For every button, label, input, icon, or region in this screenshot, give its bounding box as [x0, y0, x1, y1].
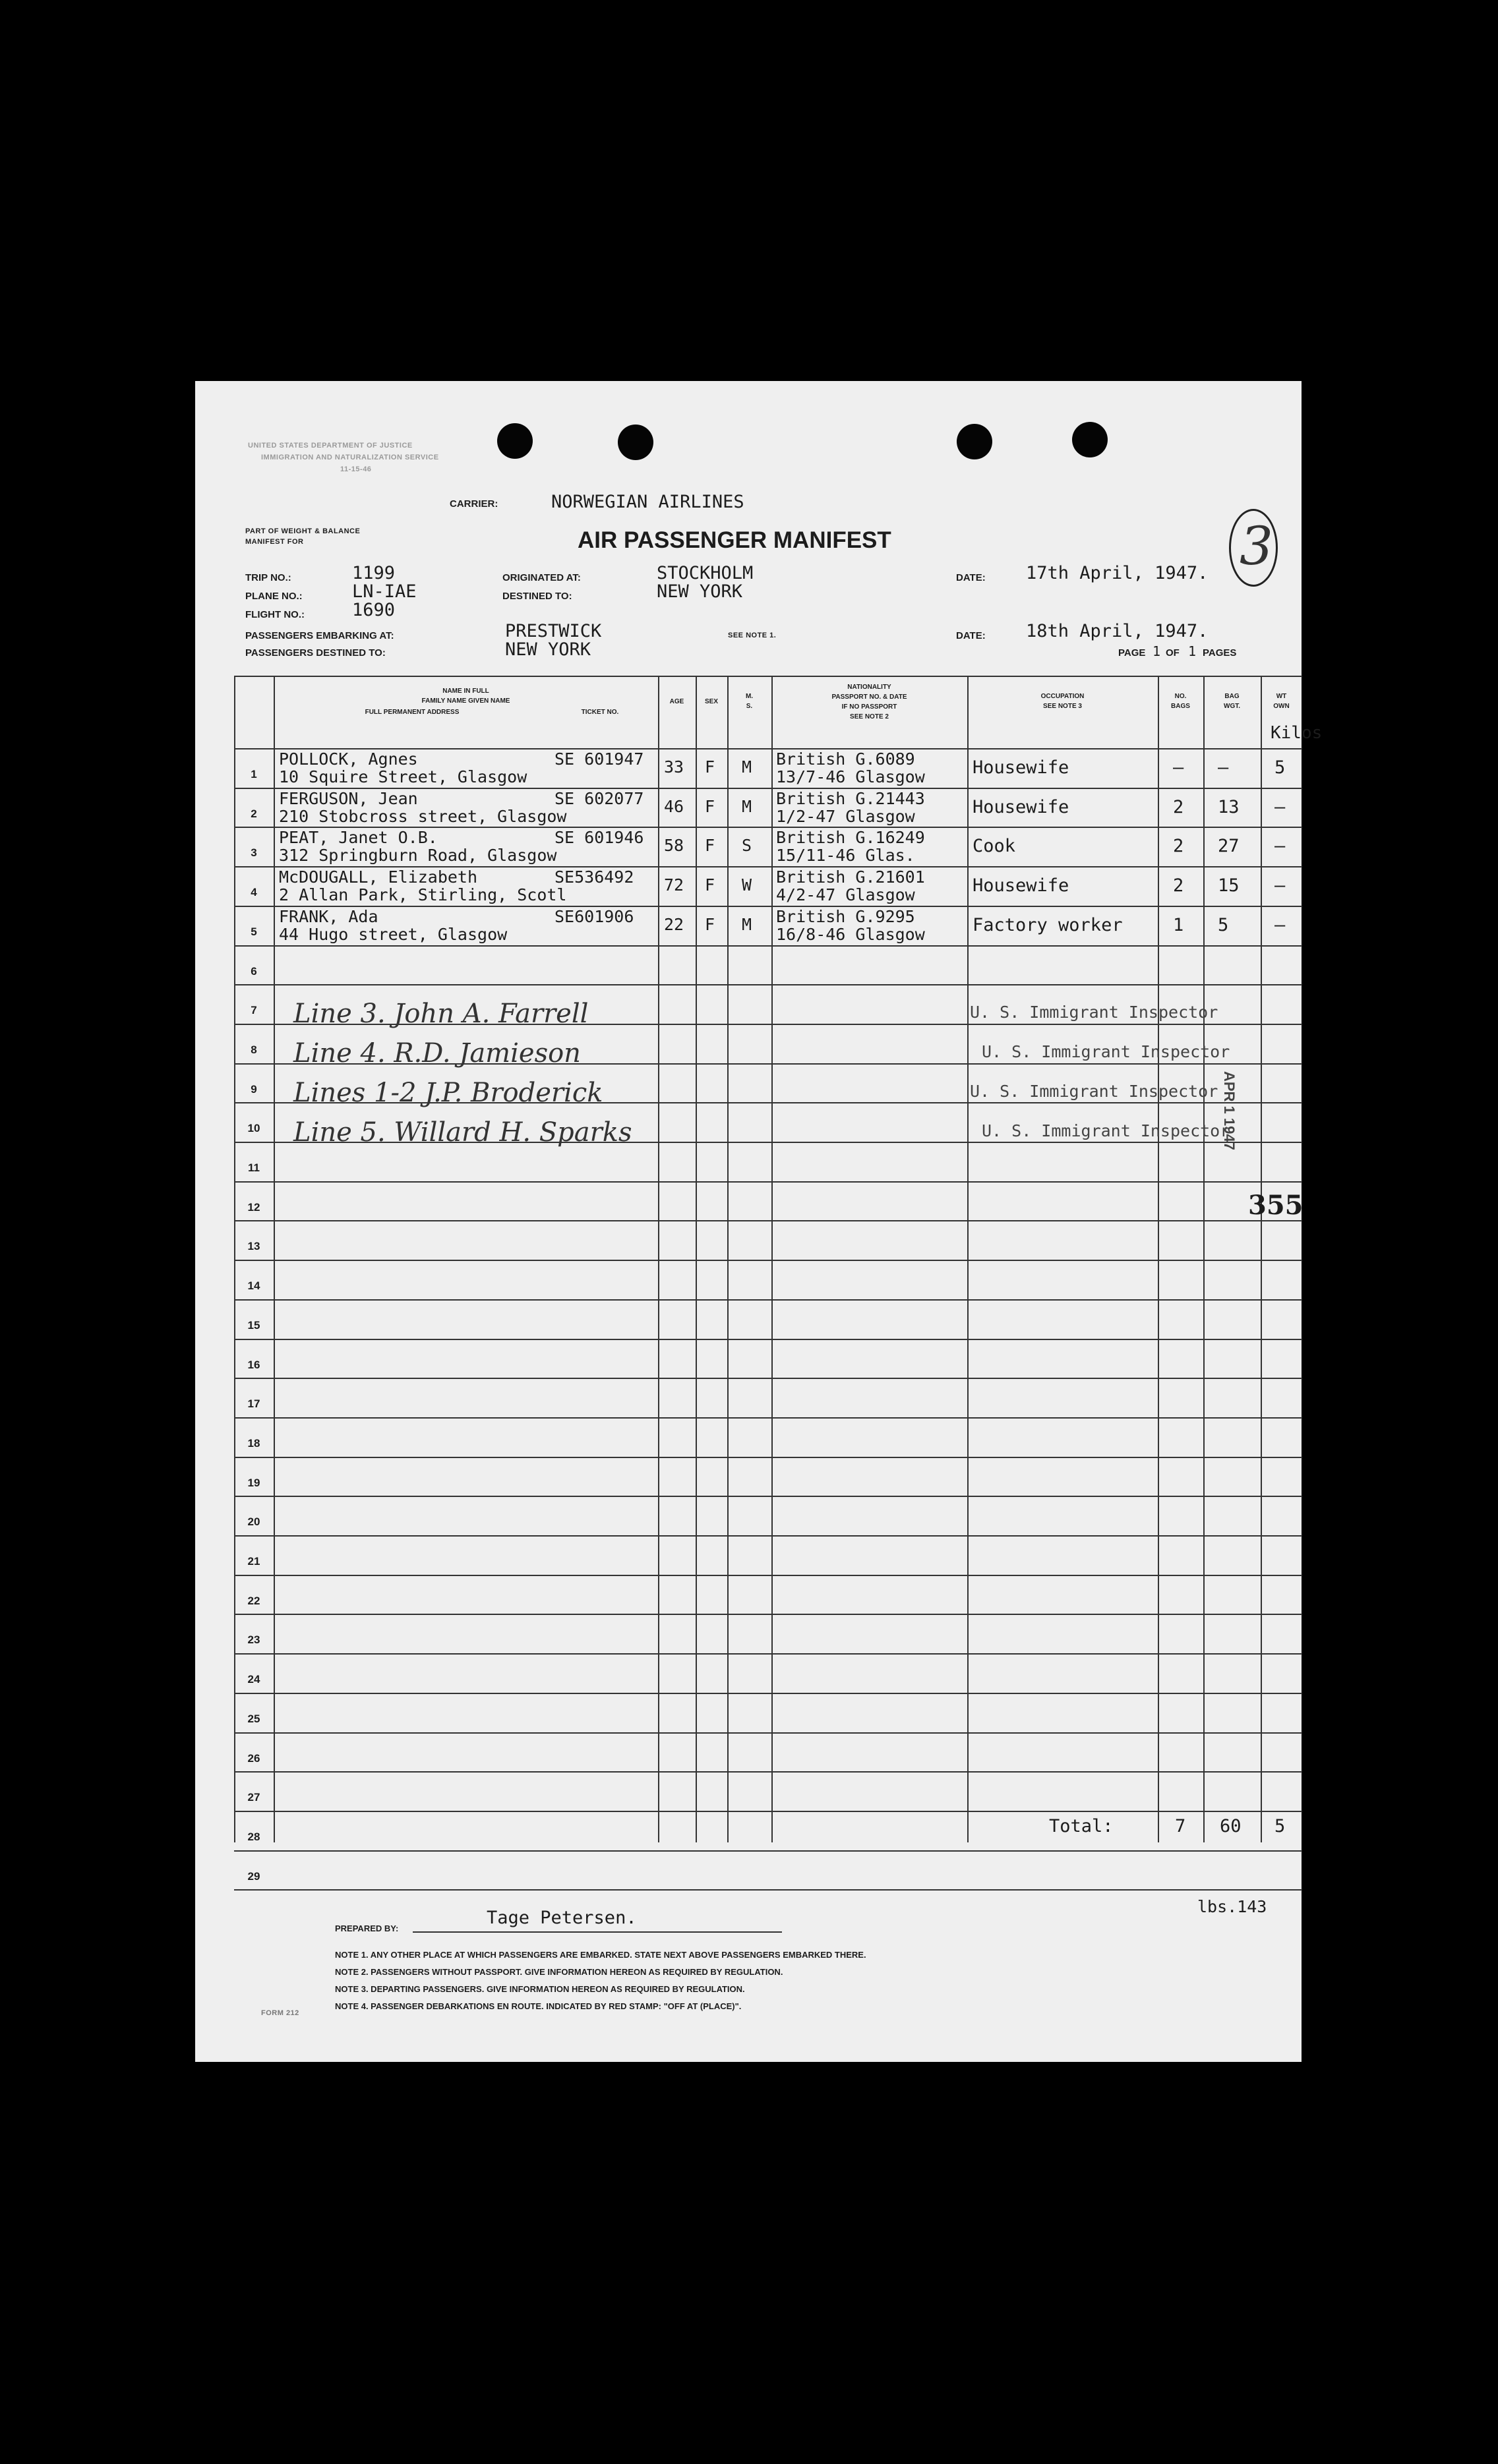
passenger-bag-count: 2 [1173, 836, 1184, 857]
header-own-weight: WT OWN [1273, 693, 1290, 710]
inspection-title: U. S. Immigrant Inspector [970, 1003, 1218, 1022]
passenger-own-weight: 5 [1274, 757, 1286, 778]
row-number: 9 [251, 1082, 257, 1096]
row-number: 4 [251, 886, 257, 899]
inspection-title: U. S. Immigrant Inspector [982, 1121, 1230, 1140]
date-2-value: 18th April, 1947. [1026, 621, 1209, 641]
note-1: NOTE 1. ANY OTHER PLACE AT WHICH PASSENGERS ARE EMBARKED. STATE NEXT ABOVE PASSENGERS EMBARKED THERE. [335, 1950, 866, 1960]
weight-balance-line-2: MANIFEST FOR [245, 538, 304, 546]
passenger-age: 72 [664, 875, 684, 895]
passenger-sex: F [705, 875, 715, 895]
passenger-address: 44 Hugo street, Glasgow [279, 924, 508, 944]
row-number: 2 [251, 807, 257, 820]
passenger-age: 33 [664, 757, 684, 777]
agency-line-2: IMMIGRATION AND NATURALIZATION SERVICE [261, 454, 439, 461]
flight-label: FLIGHT NO.: [245, 609, 305, 620]
passenger-bag-count: 2 [1173, 796, 1184, 817]
passenger-name: PEAT, Janet O.B. [279, 828, 438, 848]
passenger-passport-date: 13/7-46 Glasgow [776, 767, 925, 786]
passenger-occupation: Housewife [973, 875, 1069, 896]
row-number: 22 [247, 1594, 260, 1607]
passenger-bag-count: – [1173, 757, 1184, 778]
pax-destined-value: NEW YORK [505, 639, 591, 660]
row-number: 14 [247, 1279, 260, 1293]
originated-label: ORIGINATED AT: [502, 572, 581, 583]
passenger-ticket: SE 602077 [554, 788, 644, 808]
table-rule [234, 1181, 1302, 1183]
passenger-passport-date: 4/2-47 Glasgow [776, 885, 915, 905]
plane-value: LN-IAE [352, 581, 417, 602]
passenger-marital-status: M [742, 757, 752, 777]
inspection-title: U. S. Immigrant Inspector [970, 1082, 1218, 1101]
table-rule [234, 1260, 1302, 1261]
row-number: 21 [247, 1555, 260, 1568]
row-number: 1 [251, 768, 257, 780]
passenger-address: 210 Stobcross street, Glasgow [279, 806, 567, 826]
passenger-ticket: SE601906 [554, 906, 634, 926]
table-rule [234, 1771, 1302, 1773]
row-number: 7 [251, 1004, 257, 1017]
table-rule [234, 1653, 1302, 1655]
table-rule [234, 1614, 1302, 1615]
inspection-handwriting: Lines 1-2 J.P. Broderick [293, 1078, 603, 1108]
date-value: 17th April, 1947. [1026, 563, 1209, 583]
passenger-bag-weight: 27 [1218, 836, 1240, 857]
table-rule [234, 1457, 1302, 1458]
passenger-passport-date: 16/8-46 Glasgow [776, 924, 925, 944]
prepared-by-line [413, 1931, 782, 1933]
header-address: FULL PERMANENT ADDRESS [365, 709, 460, 716]
passenger-occupation: Factory worker [973, 914, 1123, 935]
pages-label: PAGES [1203, 647, 1237, 659]
passenger-passport-date: 15/11-46 Glas. [776, 846, 915, 865]
punch-hole [497, 423, 533, 459]
table-rule [234, 945, 1302, 947]
note-3: NOTE 3. DEPARTING PASSENGERS. GIVE INFORMATION HEREON AS REQUIRED BY REGULATION. [335, 1984, 745, 1994]
passenger-nationality: British G.16249 [776, 828, 925, 848]
plane-label: PLANE NO.: [245, 591, 303, 602]
passenger-marital-status: M [742, 796, 752, 816]
note-4: NOTE 4. PASSENGER DEBARKATIONS EN ROUTE. INDICATED BY RED STAMP: "OFF AT (PLACE)". [335, 2001, 742, 2011]
passenger-nationality: British G.21601 [776, 867, 925, 887]
passenger-occupation: Cook [973, 836, 1016, 857]
passenger-own-weight: – [1274, 836, 1286, 857]
passenger-bag-weight: 5 [1218, 914, 1229, 935]
table-rule [234, 1693, 1302, 1694]
page-title: AIR PASSENGER MANIFEST [578, 527, 891, 553]
passenger-address: 10 Squire Street, Glasgow [279, 767, 527, 786]
pax-destined-label: PASSENGERS DESTINED TO: [245, 647, 386, 659]
passenger-sex: F [705, 757, 715, 777]
table-rule [234, 1339, 1302, 1340]
row-number: 18 [247, 1436, 260, 1450]
inspection-handwriting: Line 4. R.D. Jamieson [293, 1038, 581, 1069]
row-number: 26 [247, 1751, 260, 1765]
total-pounds: lbs.143 [1197, 1897, 1267, 1916]
row-number: 5 [251, 925, 257, 938]
table-rule [234, 1417, 1302, 1419]
total-own-weight: 5 [1274, 1816, 1286, 1836]
flight-value: 1690 [352, 600, 396, 620]
table-rule [234, 1732, 1302, 1734]
passenger-bag-count: 1 [1173, 914, 1184, 935]
header-occupation: OCCUPATION SEE NOTE 3 [1040, 693, 1085, 710]
row-number: 11 [248, 1161, 260, 1174]
header-bags: NO. BAGS [1171, 693, 1190, 710]
circled-number: 3 [1240, 515, 1273, 577]
page-current: 1 [1153, 643, 1161, 659]
passenger-bag-weight: 15 [1218, 875, 1240, 896]
passenger-marital-status: S [742, 836, 752, 856]
row-number: 23 [247, 1633, 260, 1647]
agency-line-3: 11-15-46 [340, 465, 372, 473]
passenger-table [234, 676, 1323, 1883]
table-rule [234, 1220, 1302, 1221]
row-number: 17 [247, 1397, 260, 1411]
header-age: AGE [669, 698, 684, 705]
row-number: 29 [247, 1869, 260, 1883]
passenger-own-weight: – [1274, 875, 1286, 896]
table-rule [234, 676, 1302, 677]
passenger-ticket: SE 601947 [554, 749, 644, 769]
row-number: 10 [247, 1122, 260, 1135]
date-2-label: DATE: [956, 630, 986, 641]
row-number: 16 [247, 1358, 260, 1371]
header-bag-weight: BAG WGT. [1224, 693, 1240, 710]
header-ms: M. S. [745, 693, 754, 710]
page-total: 1 [1188, 643, 1197, 659]
prepared-by-value: Tage Petersen. [487, 1908, 637, 1928]
passenger-address: 2 Allan Park, Stirling, Scotl [279, 885, 567, 905]
trip-label: TRIP NO.: [245, 572, 291, 583]
row-number: 19 [247, 1476, 260, 1489]
passenger-age: 58 [664, 836, 684, 856]
totals-label: Total: [1049, 1816, 1114, 1836]
passenger-age: 46 [664, 796, 684, 816]
header-nationality: NATIONALITY PASSPORT NO. & DATE IF NO PASSPORT SEE NOTE 2 [831, 684, 907, 720]
note-2: NOTE 2. PASSENGERS WITHOUT PASSPORT. GIVE INFORMATION HEREON AS REQUIRED BY REGULATION. [335, 1967, 783, 1977]
passenger-bag-weight: 13 [1218, 796, 1240, 817]
row-number: 28 [247, 1830, 260, 1843]
passenger-age: 22 [664, 914, 684, 934]
carrier-value: NORWEGIAN AIRLINES [551, 492, 744, 512]
table-rule [234, 1299, 1302, 1301]
trip-value: 1199 [352, 563, 396, 583]
see-note-1: SEE NOTE 1. [728, 631, 777, 639]
row-number: 15 [247, 1318, 260, 1332]
passenger-name: FERGUSON, Jean [279, 788, 418, 808]
passenger-nationality: British G.6089 [776, 749, 915, 769]
prepared-by-label: PREPARED BY: [335, 1923, 399, 1933]
passenger-ticket: SE536492 [554, 867, 634, 887]
agency-line-1: UNITED STATES DEPARTMENT OF JUSTICE [248, 442, 413, 450]
passenger-nationality: British G.21443 [776, 788, 925, 808]
embarking-value: PRESTWICK [505, 621, 602, 641]
table-rule [234, 1850, 1302, 1852]
table-rule [234, 1575, 1302, 1576]
passenger-address: 312 Springburn Road, Glasgow [279, 846, 557, 865]
passenger-bag-weight: – [1218, 757, 1229, 778]
passenger-own-weight: – [1274, 914, 1286, 935]
total-bags: 7 [1175, 1816, 1186, 1836]
header-ticket: TICKET NO. [581, 709, 619, 716]
table-rule [234, 1535, 1302, 1537]
margin-note: 355 [1248, 1190, 1303, 1221]
header-name: NAME IN FULL FAMILY NAME GIVEN NAME [421, 688, 510, 705]
page-label: PAGE [1118, 647, 1146, 659]
table-rule [234, 1811, 1302, 1812]
row-number: 24 [247, 1673, 260, 1686]
inspection-title: U. S. Immigrant Inspector [982, 1042, 1230, 1061]
form-number: FORM 212 [261, 2009, 299, 2017]
kilos-label: Kilos [1271, 723, 1323, 743]
passenger-name: POLLOCK, Agnes [279, 749, 418, 769]
punch-hole [1072, 422, 1108, 457]
row-number: 6 [251, 964, 257, 978]
passenger-own-weight: – [1274, 796, 1286, 817]
table-rule [234, 906, 1302, 907]
passenger-name: FRANK, Ada [279, 906, 378, 926]
punch-hole [957, 424, 992, 459]
destined-value: NEW YORK [657, 581, 743, 602]
table-rule [234, 1496, 1302, 1497]
weight-balance-line-1: PART OF WEIGHT & BALANCE [245, 527, 361, 535]
table-rule [234, 1378, 1302, 1379]
passenger-ticket: SE 601946 [554, 828, 644, 848]
destined-label: DESTINED TO: [502, 591, 572, 602]
passenger-marital-status: W [742, 875, 752, 895]
passenger-bag-count: 2 [1173, 875, 1184, 896]
punch-hole [618, 425, 653, 460]
table-rule [234, 1889, 1302, 1891]
inspection-handwriting: Line 3. John A. Farrell [293, 999, 589, 1029]
page-of-label: OF [1166, 647, 1180, 659]
row-number: 20 [247, 1515, 260, 1529]
row-number: 25 [247, 1712, 260, 1725]
date-label: DATE: [956, 572, 986, 583]
inspection-handwriting: Line 5. Willard H. Sparks [293, 1117, 632, 1148]
passenger-passport-date: 1/2-47 Glasgow [776, 806, 915, 826]
passenger-marital-status: M [742, 914, 752, 934]
row-number: 27 [247, 1791, 260, 1804]
passenger-sex: F [705, 796, 715, 816]
passenger-sex: F [705, 914, 715, 934]
total-bag-weight: 60 [1220, 1816, 1242, 1836]
passenger-occupation: Housewife [973, 796, 1069, 817]
embarking-label: PASSENGERS EMBARKING AT: [245, 630, 394, 641]
row-number: 13 [247, 1240, 260, 1253]
originated-value: STOCKHOLM [657, 563, 754, 583]
inspection-stamp: APR 1 1947 [1221, 1071, 1238, 1150]
row-number: 12 [247, 1200, 260, 1214]
passenger-sex: F [705, 836, 715, 856]
row-number: 3 [251, 846, 257, 860]
row-number: 8 [251, 1043, 257, 1056]
passenger-name: McDOUGALL, Elizabeth [279, 867, 478, 887]
table-rule [234, 984, 1302, 985]
passenger-occupation: Housewife [973, 757, 1069, 778]
passenger-nationality: British G.9295 [776, 906, 915, 926]
manifest-page [195, 381, 1323, 2062]
header-sex: SEX [704, 698, 718, 705]
carrier-label: CARRIER: [450, 498, 498, 510]
